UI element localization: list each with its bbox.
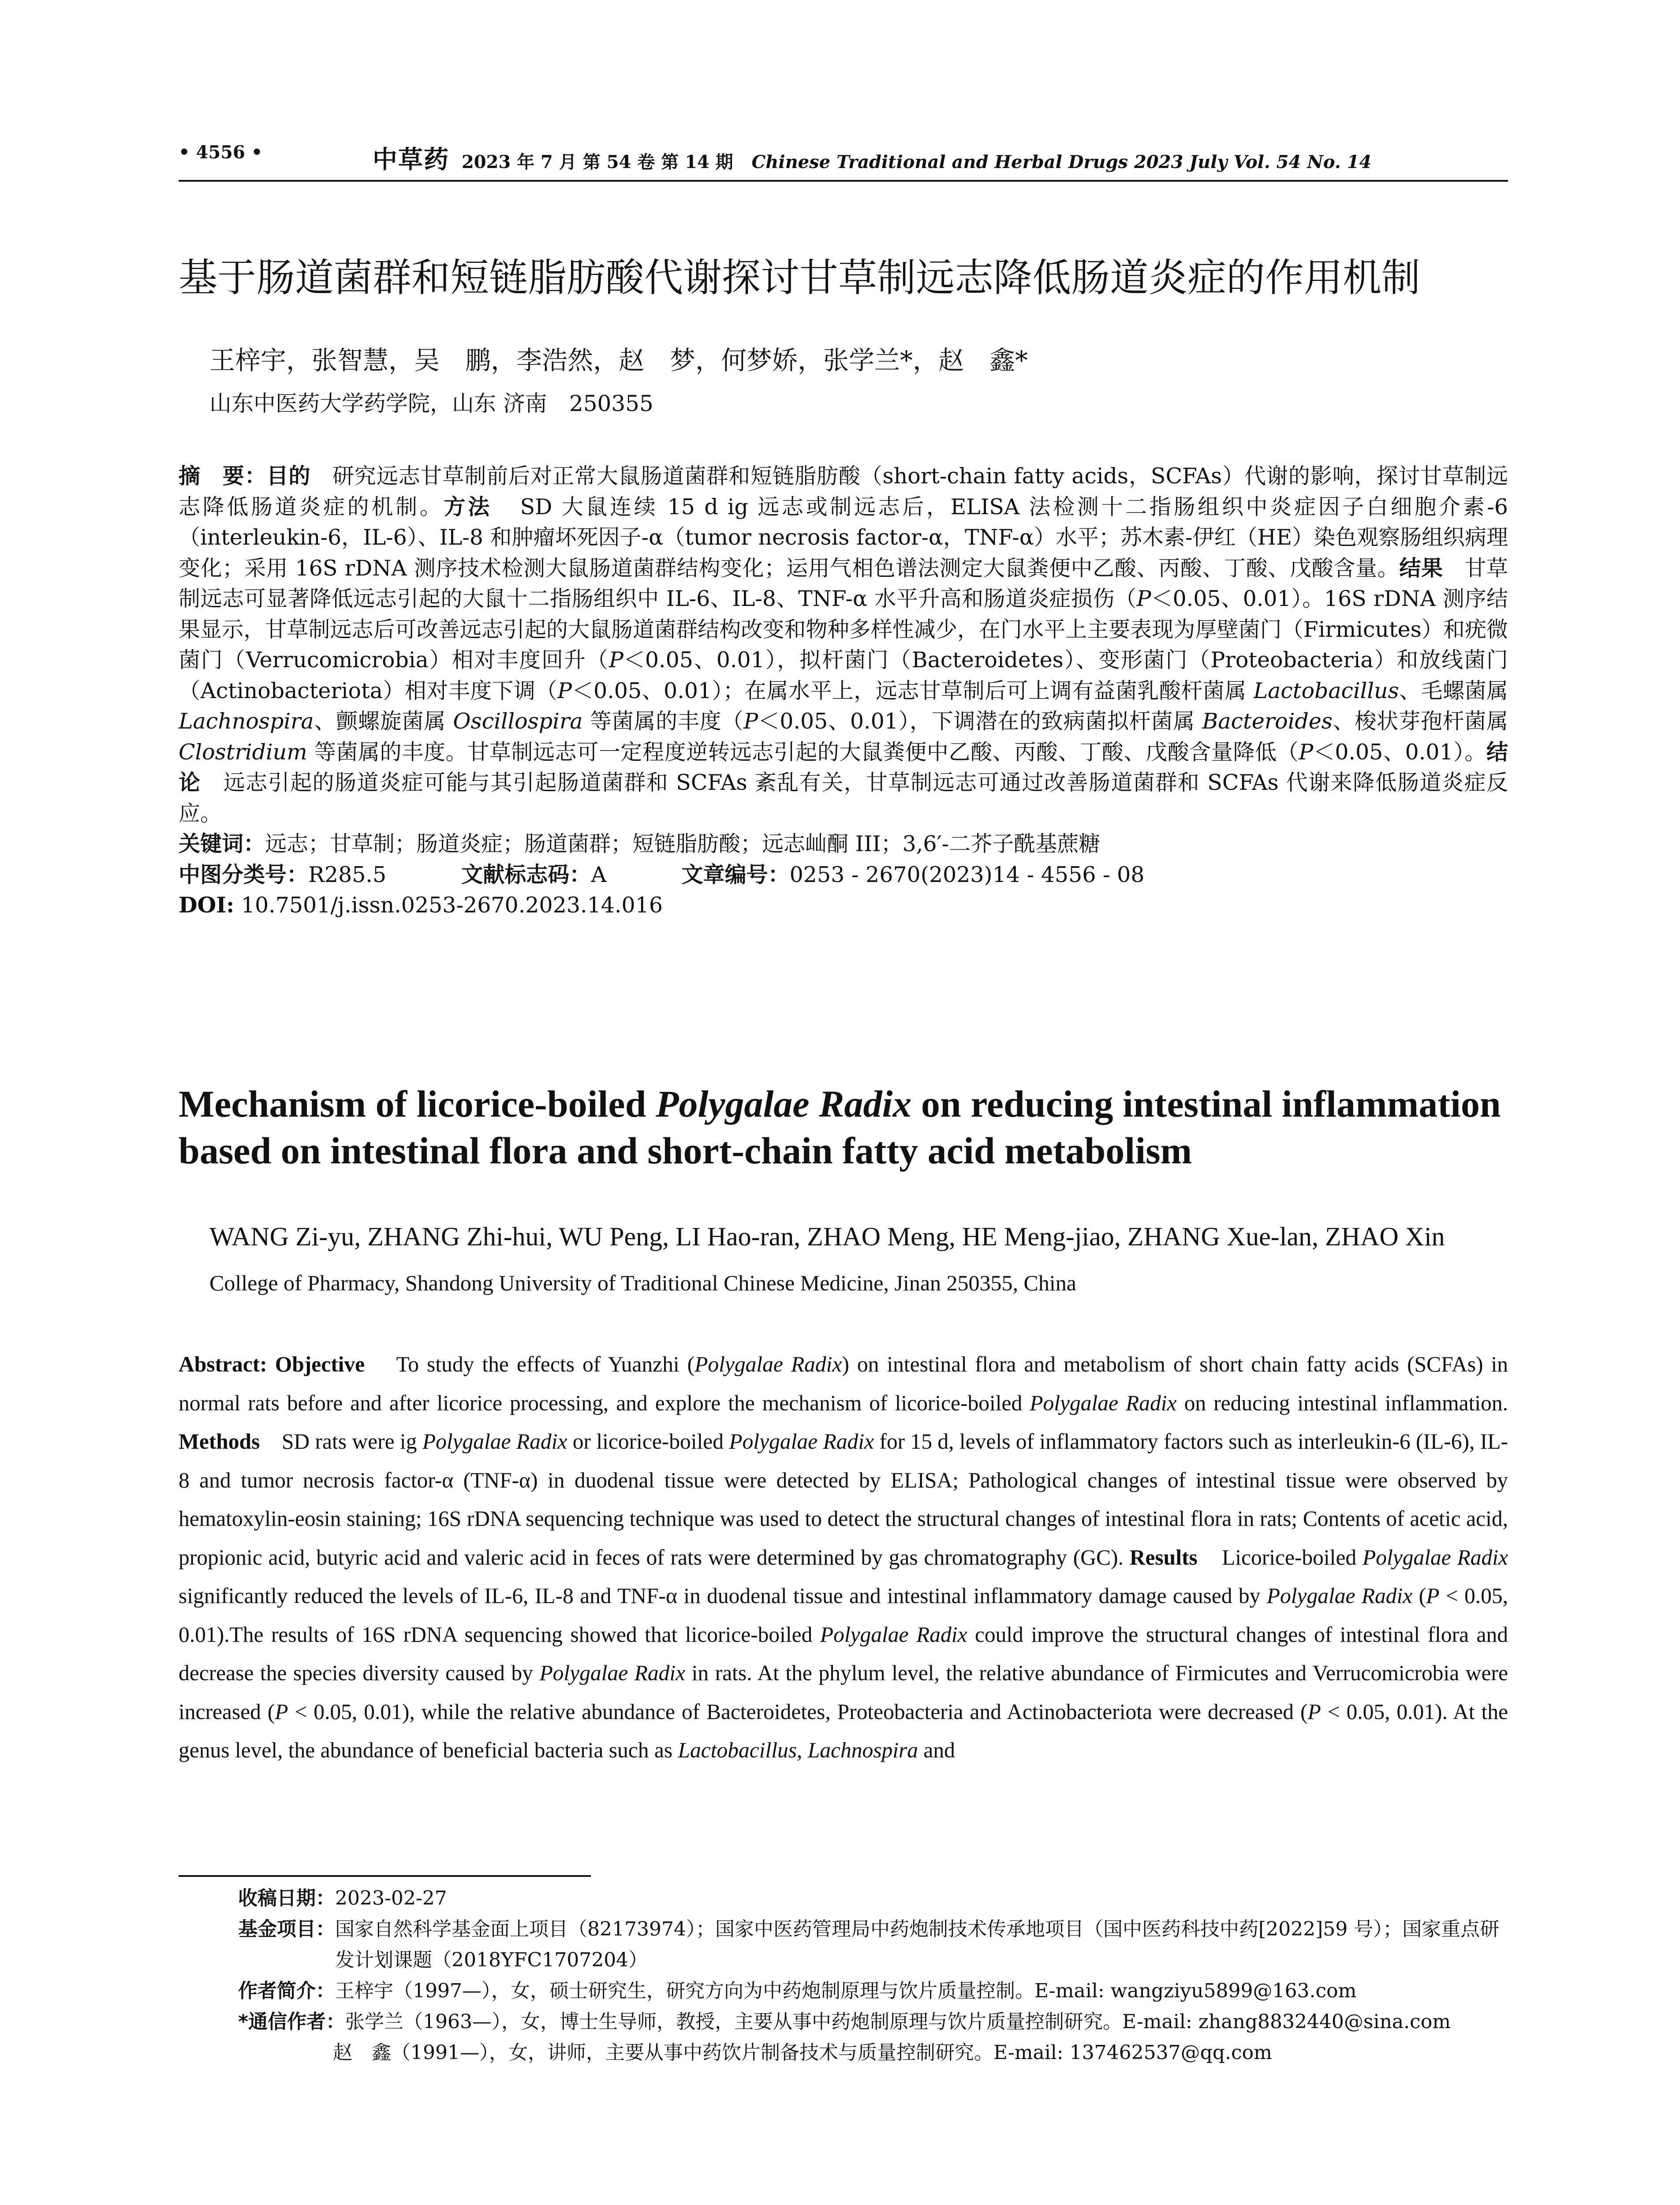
keywords-zh — [179, 829, 1508, 860]
authors-zh: 王梓宇，张智慧，吴 鹏，李浩然，赵 梦，何梦娇，张学兰*，赵 鑫* — [209, 345, 1028, 375]
journal-brand: 中草药 — [373, 145, 449, 174]
p-symbol: P — [1136, 586, 1151, 611]
p-symbol: P — [1426, 1584, 1440, 1608]
results-zh-5: 、毛螺菌属 — [1399, 678, 1508, 703]
abstract-en-text: ) on intestinal flora and metabolism of short chain fatty acids (SCFAs) in normal rats before and after licorice processing, and explore the mechanism of licorice-boiled — [179, 1352, 1508, 1415]
herb-name: Polygalae Radix — [729, 1429, 874, 1454]
p-symbol: P — [557, 678, 572, 703]
journal-issue-line — [373, 140, 1371, 176]
page-number: • 4556 • — [179, 142, 263, 163]
abstract-en-text: could improve the structural changes of intestinal flora and decrease the species diversity caused by — [179, 1622, 1508, 1685]
results-zh-11: ＜0.05、0.01）。 — [1313, 739, 1486, 765]
p-symbol: P — [609, 647, 623, 673]
issue-en: Chinese Traditional and Herbal Drugs 2023 July Vol. 54 No. 14 — [751, 152, 1372, 172]
herb-name: Polygalae Radix — [1363, 1545, 1508, 1570]
article-number-value: 0253 - 2670(2023)14 - 4556 - 08 — [789, 862, 1145, 887]
results-zh-7: 等菌属的丰度（ — [582, 709, 744, 734]
herb-name: Polygalae Radix — [820, 1622, 967, 1647]
results-label-zh: 结果 — [1399, 555, 1443, 581]
genus-name: Lachnospira — [179, 709, 314, 734]
herb-name: Polygalae Radix — [1266, 1584, 1413, 1608]
title-zh: 基于肠道菌群和短链脂肪酸代谢探讨甘草制远志降低肠道炎症的作用机制 — [179, 255, 1421, 300]
footnotes — [238, 1883, 1508, 2068]
affiliation-en: College of Pharmacy, Shandong University of Traditional Chinese Medicine, Jinan 250355, China — [209, 1271, 1076, 1295]
abstract-en-text: Licorice-boiled — [1222, 1545, 1363, 1570]
objective-zh: 研究远志甘草制前后对正常大鼠肠道菌群和短链脂肪酸（short-chain fatty acids，SCFAs）代谢的影响，探讨甘草制远志降低肠道炎症的机制。 — [179, 463, 1508, 519]
abstract-en-text: for 15 d, levels of inflammatory factors such as interleukin-6 (IL-6), IL-8 and tumor necrosis factor-α (TNF-α) in duodenal tissue were detected by ELISA; Pathological changes of intestinal tissue were observed by hematoxylin-eosin staining; 16S rDNA sequencing technique was used to detect the structural changes of intestinal flora in rats; Contents of acetic acid, propionic acid, butyric acid and valeric acid in feces of rats were determined by gas chromatography (GC). — [179, 1429, 1508, 1570]
doi-value: 10.7501/j.issn.0253-2670.2023.14.016 — [241, 893, 663, 918]
footnote-corresponding — [238, 2007, 1508, 2037]
herb-name: Polygalae Radix — [422, 1429, 567, 1454]
abstract-en-text: significantly reduced the levels of IL-6, IL-8 and TNF-α in duodenal tissue and intestinal inflammatory damage caused by — [179, 1584, 1267, 1608]
methods-label-zh: 方法 — [444, 494, 492, 519]
p-symbol: P — [275, 1699, 288, 1724]
abstract-en-text: To study the effects of Yuanzhi ( — [396, 1352, 695, 1376]
affiliation-zh: 山东中医药大学药学院，山东 济南 250355 — [209, 391, 653, 416]
corresponding-text-2: 赵 鑫（1991—），女，讲师，主要从事中药饮片制备技术与质量控制研究。E-mail: 137462537@qq.com — [333, 2041, 1272, 2064]
abstract-en — [179, 1345, 1508, 1770]
p-symbol: P — [743, 709, 758, 734]
objective-label-zh: 目的 — [266, 463, 311, 489]
abstract-en-label: Abstract: Objective — [179, 1352, 365, 1376]
footnote-fund — [238, 1914, 1508, 1976]
received-date: 2023-02-27 — [335, 1887, 447, 1910]
methods-label-en: Methods — [179, 1429, 260, 1454]
classification-line — [179, 860, 1508, 890]
abstract-zh-body — [179, 461, 1508, 829]
results-zh-4: ＜0.05、0.01）；在属水平上，远志甘草制后可上调有益菌乳酸杆菌属 — [572, 678, 1254, 703]
abstract-en-text: ( — [1412, 1584, 1426, 1608]
bio-text: 王梓宇（1997—），女，硕士研究生，研究方向为中药炮制原理与饮片质量控制。E-mail: wangziyu5899@163.com — [335, 1980, 1357, 2002]
title-en-part1: Mechanism of licorice-boiled — [179, 1083, 656, 1125]
abstract-en-text: on reducing intestinal inflammation. — [1176, 1390, 1508, 1415]
genus-name: Bacteroides — [1202, 709, 1333, 734]
genus-name: Lactobacillus — [678, 1738, 797, 1762]
doi-label: DOI: — [179, 892, 235, 918]
title-en-italic: Polygalae Radix — [655, 1083, 912, 1125]
abstract-en-text: or licorice-boiled — [567, 1429, 729, 1454]
corresponding-label: *通信作者： — [238, 2011, 346, 2033]
genus-name: Lactobacillus — [1253, 678, 1399, 703]
results-zh-10: 等菌属的丰度。甘草制远志可一定程度逆转远志引起的大鼠粪便中乙酸、丙酸、丁酸、戊酸含量降低（ — [307, 739, 1299, 765]
results-zh-6: 、颤螺旋菌属 — [314, 709, 453, 734]
p-symbol: P — [1307, 1699, 1321, 1724]
conclusion-zh: 远志引起的肠道炎症可能与其引起肠道菌群和 SCFAs 紊乱有关，甘草制远志可通过改善肠道菌群和 SCFAs 代谢来降低肠道炎症反应。 — [179, 770, 1508, 826]
keywords-text: 远志；甘草制；肠道炎症；肠道菌群；短链脂肪酸；远志屾酮 III；3,6′-二芥子酰基蔗糖 — [265, 831, 1101, 856]
results-zh-3: ＜0.05、0.01），拟杆菌门（Bacteroidetes）、变形菌门（Proteobacteria）和放线菌门（Actinobacteriota）相对丰度下调（ — [179, 647, 1508, 703]
abstract-en-text: < 0.05, 0.01).The results of 16S rDNA sequencing showed that licorice-boiled — [179, 1584, 1508, 1647]
results-zh-8: ＜0.05、0.01），下调潜在的致病菌拟杆菌属 — [758, 709, 1202, 734]
doc-code-value: A — [591, 862, 607, 887]
footnote-divider — [179, 1875, 591, 1877]
issue-zh: 2023 年 7 月 第 54 卷 第 14 期 — [461, 152, 733, 172]
abstract-en-text: < 0.05, 0.01), while the relative abundance of Bacteroidetes, Proteobacteria and Actinobacteriota were decreased ( — [288, 1699, 1308, 1724]
clc-value: R285.5 — [308, 862, 387, 887]
results-zh-2: ＜0.05、0.01）。16S rDNA 测序结果显示，甘草制远志后可改善远志引起的大鼠肠道菌群结构改变和物种多样性减少，在门水平上主要表现为厚壁菌门（Firmicutes）和疣微菌门（Verrucomicrobia）相对丰度回升（ — [179, 586, 1508, 673]
p-symbol: P — [1299, 739, 1314, 765]
fund-text: 国家自然科学基金面上项目（82173974）；国家中医药管理局中药炮制技术传承地项目（国中医药科技中药[2022]59 号）；国家重点研发计划课题（2018YFC1707204） — [335, 1918, 1500, 1971]
article-number-label: 文章编号： — [681, 862, 790, 887]
abstract-en-text: , — [796, 1738, 808, 1762]
herb-name: Polygalae Radix — [694, 1352, 842, 1376]
genus-name: Oscillospira — [453, 709, 583, 734]
fund-label: 基金项目： — [238, 1918, 335, 1940]
corresponding-text-1: 张学兰（1963—），女，博士生导师，教授，主要从事中药炮制原理与饮片质量控制研究。E-mail: zhang8832440@sina.com — [345, 2011, 1451, 2033]
title-en — [179, 1080, 1508, 1174]
running-header — [179, 140, 1508, 182]
abstract-en-text: and — [918, 1738, 955, 1762]
keywords-label: 关键词： — [179, 831, 265, 856]
conclusion-label-zh: 结论 — [179, 739, 1508, 795]
herb-name: Polygalae Radix — [1030, 1390, 1177, 1415]
doc-code-label: 文献标志码： — [461, 862, 591, 887]
genus-name: Clostridium — [179, 739, 307, 765]
doi-line — [179, 890, 1508, 921]
herb-name: Polygalae Radix — [539, 1661, 686, 1685]
received-label: 收稿日期： — [238, 1887, 335, 1910]
abstract-en-text: SD rats were ig — [281, 1429, 422, 1454]
abstract-en-text: in rats. At the phylum level, the relative abundance of Firmicutes and Verrucomicrobia were increased ( — [179, 1661, 1508, 1724]
abstract-en-text: < 0.05, 0.01). At the genus level, the abundance of beneficial bacteria such as — [179, 1699, 1508, 1762]
title-en-part2: on reducing intestinal inflammation based on intestinal flora and short-chain fatty acid metabolism — [179, 1083, 1501, 1172]
footnote-received — [238, 1883, 1508, 1914]
results-zh-9: 、梭状芽孢杆菌属 — [1332, 709, 1508, 734]
results-label-en: Results — [1129, 1545, 1198, 1570]
bio-label: 作者简介： — [238, 1980, 335, 2002]
abstract-zh — [179, 461, 1508, 921]
authors-en: WANG Zi-yu, ZHANG Zhi-hui, WU Peng, LI Hao-ran, ZHAO Meng, HE Meng-jiao, ZHANG Xue-lan, ZHAO Xin — [209, 1222, 1445, 1251]
genus-name: Lachnospira — [807, 1738, 918, 1762]
footnote-author-bio — [238, 1976, 1508, 2007]
results-zh-1: 甘草制远志可显著降低远志引起的大鼠十二指肠组织中 IL-6、IL-8、TNF-α 水平升高和肠道炎症损伤（ — [179, 555, 1508, 611]
clc-label: 中图分类号： — [179, 862, 309, 887]
methods-zh: SD 大鼠连续 15 d ig 远志或制远志后，ELISA 法检测十二指肠组织中炎症因子白细胞介素-6（interleukin-6，IL-6）、IL-8 和肿瘤坏死因子-α（tumor necrosis factor-α，TNF-α）水平；苏木素-伊红（HE）染色观察肠组织病理变化；采用 16S rDNA 测序技术检测大鼠肠道菌群结构变化；运用气相色谱法测定大鼠粪便中乙酸、丙酸、丁酸、戊酸含量。 — [179, 494, 1508, 581]
abstract-zh-label: 摘 要： — [179, 463, 267, 489]
